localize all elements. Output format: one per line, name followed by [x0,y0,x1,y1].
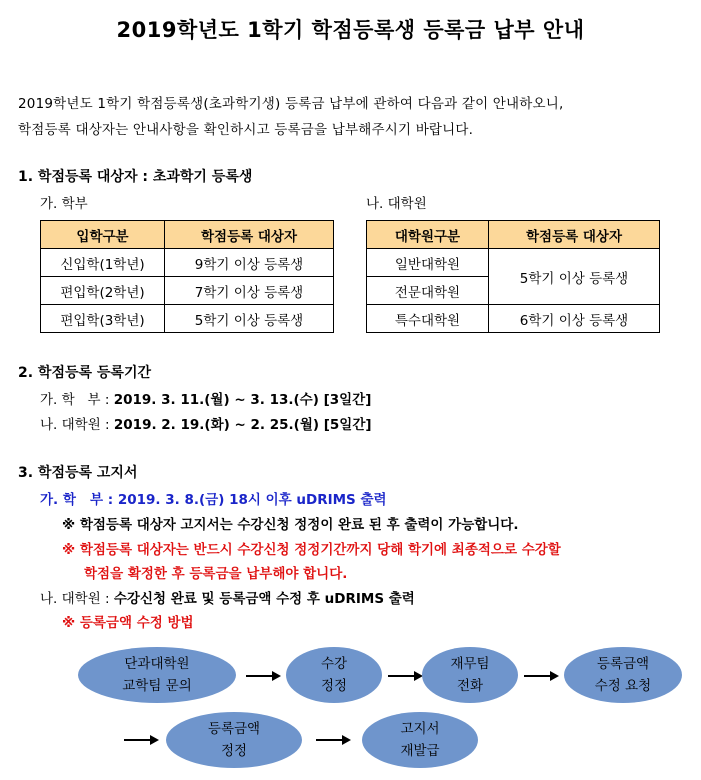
table-cell: 7학기 이상 등록생 [165,277,334,305]
flow-step-line: 교학팀 문의 [122,678,192,694]
flow-step-course-correction [286,647,382,703]
flow-step-line: 고지서 [400,721,440,737]
reg-period-undergrad [40,388,371,408]
reg-period-undergrad-value: 2019. 3. 11.(월) ~ 3. 13.(수) [3일간] [113,392,372,408]
section2-heading: 2. 학점등록 등록기간 [18,365,151,381]
method-title: ※ 등록금액 수정 방법 [62,615,194,631]
reg-period-grad-value: 2019. 2. 19.(화) ~ 2. 25.(월) [5일간] [113,417,372,433]
section1-heading: 1. 학점등록 대상자 : 초과학기 등록생 [18,169,253,185]
flow-step-line: 등록금액 [207,721,261,737]
arrow-right-icon [524,668,560,684]
intro-line-2: 학점등록 대상자는 안내사항을 확인하시고 등록금을 납부해주시기 바랍니다. [18,122,474,138]
flow-step-line: 전화 [456,678,484,694]
reg-period-undergrad-label: 가. 학 부 : [40,392,114,408]
table-cell-merged: 5학기 이상 등록생 [489,249,660,305]
table-cell: 9학기 이상 등록생 [165,249,334,277]
arrow-right-icon [388,668,424,684]
flow-step-line: 수정 요청 [594,678,652,694]
table-header: 학점등록 대상자 [489,221,660,249]
arrow-right-icon [124,732,160,748]
notice-undergrad-line: 가. 학 부 : 2019. 3. 8.(금) 18시 이후 uDRIMS 출력 [40,492,387,508]
table-row [41,249,334,277]
table-header: 입학구분 [41,221,165,249]
flow-step-line: 정정 [220,743,248,759]
grad-label: 나. 대학원 [366,196,427,212]
undergrad-table [40,220,334,333]
reg-period-grad [40,413,372,433]
table-row [367,305,660,333]
grad-table [366,220,660,333]
section3-heading: 3. 학점등록 고지서 [18,465,138,481]
flow-step-college-inquiry [78,647,236,703]
flow-step-amount-correction [166,712,302,768]
table-row [41,277,334,305]
intro-line-1: 2019학년도 1학기 학점등록생(초과학기생) 등록금 납부에 관하여 다음과 같이 안내하오니, [18,96,564,112]
table-cell: 6학기 이상 등록생 [489,305,660,333]
notice-note-2-line-2: 학점을 확정한 후 등록금을 납부해야 합니다. [84,566,348,582]
page-title: 2019학년도 1학기 학점등록생 등록금 납부 안내 [116,18,585,42]
table-cell: 편입학(2학년) [41,277,165,305]
table-cell: 편입학(3학년) [41,305,165,333]
table-cell: 5학기 이상 등록생 [165,305,334,333]
table-cell: 일반대학원 [367,249,489,277]
reg-period-grad-label: 나. 대학원 : [40,417,114,433]
table-row [367,249,660,277]
notice-grad-label: 나. 대학원 : [40,591,114,607]
table-cell: 특수대학원 [367,305,489,333]
notice-note-1: ※ 학점등록 대상자 고지서는 수강신청 정정이 완료 된 후 출력이 가능합니다. [62,517,519,533]
notice-note-2-line-1: ※ 학점등록 대상자는 반드시 수강신청 정정기간까지 당해 학기에 최종적으로 수강할 [62,542,561,558]
notice-grad-line [40,587,415,607]
table-header: 학점등록 대상자 [165,221,334,249]
flow-step-line: 등록금액 [596,656,650,672]
flow-step-line: 단과대학원 [124,656,190,672]
arrow-right-icon [246,668,282,684]
table-cell: 신입학(1학년) [41,249,165,277]
flow-step-finance-call [422,647,518,703]
flow-step-line: 재무팀 [450,656,490,672]
flow-step-line: 정정 [320,678,348,694]
arrow-right-icon [316,732,352,748]
undergrad-label: 가. 학부 [40,196,88,212]
notice-grad-text: 수강신청 완료 및 등록금액 수정 후 uDRIMS 출력 [113,591,415,607]
flow-step-notice-reissue [362,712,478,768]
flow-step-amount-change-request [564,647,682,703]
flow-step-line: 수강 [320,656,348,672]
flow-step-line: 재발급 [400,743,440,759]
table-cell: 전문대학원 [367,277,489,305]
table-row [41,305,334,333]
table-header: 대학원구분 [367,221,489,249]
